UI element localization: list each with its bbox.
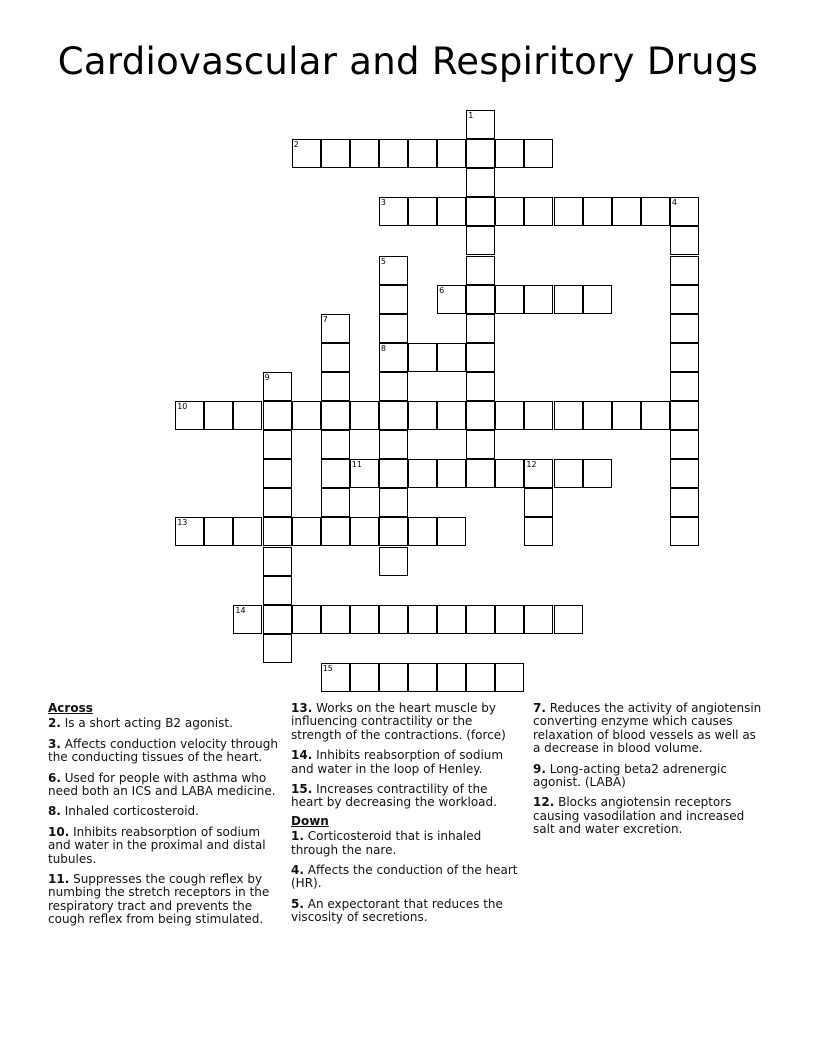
grid-cell[interactable] [437,343,466,372]
clue-item [291,830,523,857]
grid-cell[interactable] [379,401,408,430]
grid-cell[interactable] [670,256,699,285]
clue-item [48,873,286,927]
grid-cell[interactable] [321,605,350,634]
grid-cell[interactable] [350,401,379,430]
clue-number: 2. [48,716,61,731]
grid-cell[interactable] [466,139,495,168]
grid-cell[interactable] [263,517,292,546]
grid-cell[interactable] [670,430,699,459]
page-title: Cardiovascular and Respiritory Drugs [57,40,759,83]
grid-cell[interactable] [379,430,408,459]
clue-number-label: 1 [468,111,474,120]
grid-cell[interactable] [379,314,408,343]
grid-cell[interactable] [408,139,437,168]
clue-number-label: 8 [380,343,386,353]
grid-cell[interactable] [233,401,262,430]
grid-cell[interactable] [321,314,350,343]
clue-number: 11. [48,872,70,887]
grid-cell[interactable] [466,372,495,401]
grid-cell[interactable] [466,197,495,226]
grid-cell[interactable] [379,517,408,546]
grid-cell[interactable] [292,605,321,634]
clue-number: 1. [291,829,304,844]
grid-cell[interactable] [495,139,524,168]
grid-cell[interactable] [554,197,583,226]
clue-number: 12. [533,795,555,810]
grid-cell[interactable] [670,197,699,226]
clue-item [291,702,523,742]
grid-cell[interactable] [495,401,524,430]
grid-cell[interactable] [437,285,466,314]
clue-number-label: 14 [235,605,246,615]
grid-cell[interactable] [554,459,583,488]
grid-cell[interactable] [583,285,612,314]
clue-number-label: 11 [351,460,362,470]
grid-cell[interactable] [263,401,292,430]
grid-cell[interactable] [437,663,466,692]
clue-item [533,702,763,756]
grid-cell[interactable] [379,605,408,634]
grid-cell[interactable] [263,488,292,517]
grid-cell[interactable] [321,517,350,546]
clue-item [48,772,286,799]
grid-cell[interactable] [466,226,495,255]
clue-number: 7. [533,701,546,715]
grid-cell[interactable] [379,256,408,285]
clue-number-label: 12 [526,460,537,470]
grid-cell[interactable] [263,605,292,634]
clue-item [48,738,286,765]
grid-cell[interactable] [466,430,495,459]
clue-text: Inhaled corticosteroid. [60,804,199,819]
clue-number-label: 2 [293,140,299,150]
grid-cell[interactable] [524,488,553,517]
clue-number-label: 3 [380,198,386,208]
clue-text: Affects the conduction of the heart (HR). [291,863,518,891]
grid-cell[interactable] [466,285,495,314]
clue-item [291,864,523,891]
grid-cell[interactable] [495,605,524,634]
grid-cell[interactable] [670,226,699,255]
grid-cell[interactable] [670,343,699,372]
clue-number-label: 9 [264,372,270,382]
grid-cell[interactable] [321,430,350,459]
grid-cell[interactable] [263,459,292,488]
clue-text: Used for people with asthma who need both an ICS and LABA medicine. [48,770,276,799]
grid-cell[interactable] [321,372,350,401]
grid-cell[interactable] [670,401,699,430]
clue-item [291,749,523,776]
grid-cell[interactable] [495,663,524,692]
grid-cell[interactable] [292,517,321,546]
grid-cell[interactable] [408,343,437,372]
grid-cell[interactable] [292,401,321,430]
clue-text: Corticosteroid that is inhaled through the nare. [291,829,482,857]
grid-cell[interactable] [350,663,379,692]
clue-number-label: 10 [177,402,188,411]
grid-cell[interactable] [524,285,553,314]
grid-cell[interactable] [379,488,408,517]
grid-cell[interactable] [233,605,262,634]
grid-cell[interactable] [321,139,350,168]
grid-cell[interactable] [379,547,408,576]
grid-cell[interactable] [379,139,408,168]
grid-cell[interactable] [524,197,553,226]
grid-cell[interactable] [495,197,524,226]
clue-text: Reduces the activity of angiotensin converting enzyme which causes relaxation of blood vessels as well as a decrease in blood volume. [533,701,762,756]
grid-cell[interactable] [233,517,262,546]
grid-cell[interactable] [466,663,495,692]
grid-cell[interactable] [524,605,553,634]
clue-number-label: 4 [671,198,677,208]
grid-cell[interactable] [437,605,466,634]
clue-text: Long-acting beta2 adrenergic agonist. (LABA) [533,761,727,790]
clue-number-label: 13 [177,518,188,528]
clue-number: 8. [48,804,61,819]
grid-cell[interactable] [437,197,466,226]
grid-cell[interactable] [175,401,204,430]
clue-text: Increases contractility of the heart by decreasing the workload. [291,782,497,810]
grid-cell[interactable] [321,343,350,372]
grid-cell[interactable] [466,168,495,197]
grid-cell[interactable] [583,197,612,226]
grid-cell[interactable] [379,343,408,372]
grid-cell[interactable] [670,488,699,517]
grid-cell[interactable] [263,430,292,459]
grid-cell[interactable] [408,517,437,546]
grid-cell[interactable] [321,459,350,488]
clue-item [533,763,763,790]
grid-cell[interactable] [321,488,350,517]
grid-cell[interactable] [670,517,699,546]
grid-cell[interactable] [495,285,524,314]
grid-cell[interactable] [263,576,292,605]
grid-cell[interactable] [408,605,437,634]
grid-cell[interactable] [466,314,495,343]
clue-column-across [48,702,286,934]
grid-cell[interactable] [408,459,437,488]
grid-cell[interactable] [379,663,408,692]
grid-cell[interactable] [204,401,233,430]
grid-cell[interactable] [524,139,553,168]
grid-cell[interactable] [437,517,466,546]
grid-cell[interactable] [466,401,495,430]
grid-cell[interactable] [466,459,495,488]
clue-text: Blocks angiotensin receptors causing vasodilation and increased salt and water excretion. [533,795,745,837]
clue-column-down [533,702,763,844]
clue-text: Suppresses the cough reflex by numbing the stretch receptors in the respiratory tract and prevents the cough reflex from being stimulated. [48,872,270,927]
clue-item [291,898,523,925]
grid-cell[interactable] [641,401,670,430]
grid-cell[interactable] [321,401,350,430]
clue-item [48,805,286,818]
grid-cell[interactable] [350,517,379,546]
grid-cell[interactable] [670,285,699,314]
clue-number: 5. [291,896,304,911]
grid-cell[interactable] [263,547,292,576]
grid-cell[interactable] [263,634,292,663]
clue-number: 13. [291,701,313,715]
grid-cell[interactable] [524,517,553,546]
clue-number: 9. [533,761,546,776]
grid-cell[interactable] [321,663,350,692]
grid-cell[interactable] [554,605,583,634]
clue-number: 4. [291,863,304,878]
grid-cell[interactable] [350,459,379,488]
grid-cell[interactable] [641,197,670,226]
clue-item [291,783,523,810]
clue-number: 14. [291,748,313,763]
clue-text: Affects conduction velocity through the conducting tissues of the heart. [48,736,278,765]
grid-cell[interactable] [204,517,233,546]
grid-cell[interactable] [466,343,495,372]
clue-text: Inhibits reabsorption of sodium and water in the loop of Henley. [291,748,504,776]
grid-cell[interactable] [466,256,495,285]
grid-cell[interactable] [175,517,204,546]
clue-item [533,796,763,836]
grid-cell[interactable] [437,459,466,488]
clue-item [48,717,286,730]
clue-text: An expectorant that reduces the viscosity of secretions. [291,896,503,925]
clue-text: Is a short acting B2 agonist. [60,716,233,731]
grid-cell[interactable] [524,459,553,488]
clue-number-label: 15 [322,663,333,673]
clue-number: 15. [291,782,313,797]
across-heading: Across [48,701,93,715]
grid-cell[interactable] [524,401,553,430]
grid-cell[interactable] [379,285,408,314]
grid-cell[interactable] [350,139,379,168]
grid-cell[interactable] [408,401,437,430]
clue-number-label: 7 [322,314,328,324]
clue-number: 10. [48,824,70,839]
grid-cell[interactable] [379,459,408,488]
grid-cell[interactable] [670,314,699,343]
grid-cell[interactable] [466,605,495,634]
down-heading: Down [291,813,329,828]
grid-cell[interactable] [466,110,495,139]
clue-text: Works on the heart muscle by influencing contractility or the strength of the contractions. (force) [291,701,506,742]
clue-number-label: 5 [380,256,386,266]
grid-cell[interactable] [612,401,641,430]
clue-text: Inhibits reabsorption of sodium and water in the proximal and distal tubules. [48,824,266,866]
grid-cell[interactable] [554,285,583,314]
grid-cell[interactable] [670,372,699,401]
grid-cell[interactable] [379,372,408,401]
grid-cell[interactable] [583,401,612,430]
clue-number: 3. [48,736,61,751]
clue-number-label: 6 [439,285,445,295]
grid-cell[interactable] [670,459,699,488]
clue-item [48,826,286,866]
grid-cell[interactable] [612,197,641,226]
grid-cell[interactable] [554,401,583,430]
clue-column-middle [291,702,523,932]
grid-cell[interactable] [350,605,379,634]
grid-cell[interactable] [437,401,466,430]
grid-cell[interactable] [408,197,437,226]
grid-cell[interactable] [379,197,408,226]
grid-cell[interactable] [263,372,292,401]
grid-cell[interactable] [437,139,466,168]
grid-cell[interactable] [408,663,437,692]
grid-cell[interactable] [583,459,612,488]
grid-cell[interactable] [495,459,524,488]
grid-cell[interactable] [292,139,321,168]
clue-number: 6. [48,770,61,785]
